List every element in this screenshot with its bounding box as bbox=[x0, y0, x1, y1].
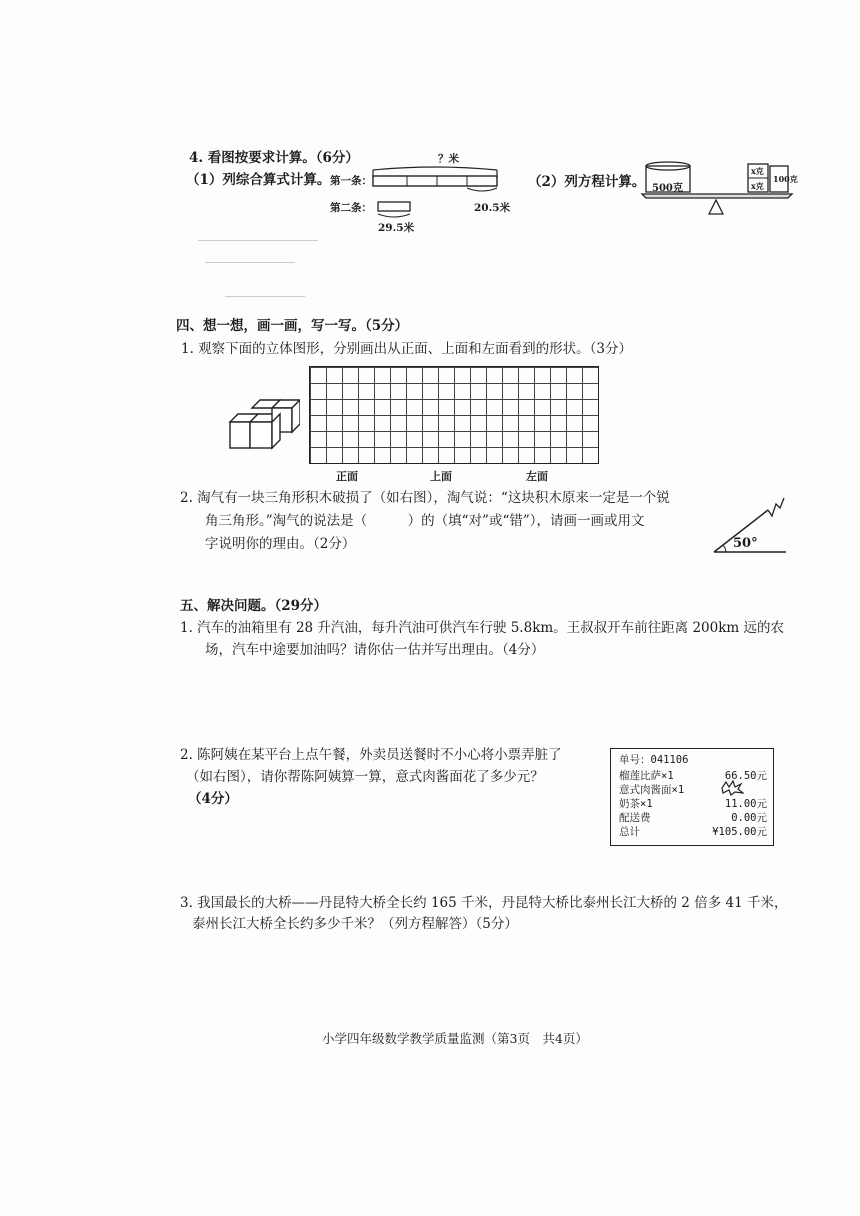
page-footer: 小学四年级数学教学质量监测（第3页 共4页） bbox=[322, 1031, 588, 1046]
scan-noise bbox=[225, 296, 305, 297]
angle-label: 50° bbox=[733, 536, 758, 551]
section5-q1-line1: 1. 汽车的油箱里有 28 升汽油，每升汽油可供汽车行驶 5.8km。王叔叔开车前往距离 200km 远的农 bbox=[180, 620, 785, 636]
section5-q2-line1: 2. 陈阿姨在某平台上点午餐，外卖员送餐时不小心将小票弄脏了 bbox=[180, 747, 562, 763]
section4-q1: 1. 观察下面的立体图形，分别画出从正面、上面和左面看到的形状。（3分） bbox=[181, 341, 633, 357]
scale-left-label: 500克 bbox=[652, 183, 683, 194]
view-label-front: 正面 bbox=[336, 470, 358, 483]
receipt-item-price: 66.50元 bbox=[724, 770, 767, 782]
receipt-item-name: 意式肉酱面×1 bbox=[619, 784, 685, 796]
section5-q3-line1: 3. 我国最长的大桥——丹昆特大桥全长约 165 千米，丹昆特大桥比泰州长江大桥的 2 倍多 41 千米， bbox=[180, 895, 788, 911]
segment2-length-label: 29.5米 bbox=[378, 222, 415, 234]
section5-title: 五、解决问题。（29分） bbox=[180, 598, 328, 614]
segment-diagram bbox=[365, 160, 505, 224]
section4-q2-line2: 角三角形。”淘气的说法是（ ）的（填“对”或“错”），请画一画或用文 bbox=[205, 513, 645, 529]
section5-q1-line2: 场，汽车中途要加油吗？请你估一估并写出理由。（4分） bbox=[205, 642, 545, 658]
view-label-top: 上面 bbox=[430, 470, 452, 483]
receipt-item-price: 0.00元 bbox=[731, 812, 767, 824]
section4-title: 四、想一想，画一画，写一写。（5分） bbox=[176, 318, 409, 334]
q4-part1: （1）列综合算式计算。 bbox=[186, 172, 331, 188]
q4-part2: （2）列方程计算。 bbox=[528, 174, 646, 190]
receipt bbox=[610, 748, 774, 846]
section5-q3-line2: 泰州长江大桥全长约多少千米？（列方程解答）（5分） bbox=[192, 916, 518, 932]
receipt-item-name: 奶茶×1 bbox=[619, 798, 653, 810]
scale-right-label: 100克 bbox=[773, 174, 798, 184]
section5-q2-line3: （4分） bbox=[188, 791, 238, 807]
segment1-remain-label: 20.5米 bbox=[474, 202, 511, 214]
section4-q2-line1: 2. 淘气有一块三角形积木破损了（如右图），淘气说：“这块积木原来一定是一个锐 bbox=[180, 490, 670, 506]
cube-figure bbox=[216, 392, 300, 458]
receipt-order: 单号：041106 bbox=[619, 754, 689, 766]
segment-total-label: ？米 bbox=[438, 153, 459, 165]
scale-box-top-label: x克 bbox=[751, 166, 764, 176]
stain-mark bbox=[720, 780, 744, 796]
section4-q2-line3: 字说明你的理由。（2分） bbox=[205, 536, 356, 552]
q4-title: 4. 看图按要求计算。（6分） bbox=[189, 150, 359, 166]
scan-noise bbox=[198, 240, 318, 241]
section5-q2-line2: （如右图），请你帮陈阿姨算一算，意式肉酱面花了多少元？ bbox=[186, 769, 544, 785]
scale-box-bottom-label: x克 bbox=[751, 181, 764, 191]
receipt-item-name: 总计 bbox=[619, 826, 640, 838]
drawing-grid[interactable] bbox=[309, 366, 599, 464]
scan-noise bbox=[205, 262, 295, 263]
receipt-item-name: 配送费 bbox=[619, 812, 651, 824]
view-label-left: 左面 bbox=[526, 470, 548, 483]
segment2-label: 第二条： bbox=[330, 202, 372, 214]
receipt-item-name: 榴莲比萨×1 bbox=[619, 770, 674, 782]
receipt-item-price: ¥105.00元 bbox=[712, 826, 767, 838]
receipt-item-price: 11.00元 bbox=[724, 798, 767, 810]
segment1-label: 第一条： bbox=[330, 175, 372, 187]
